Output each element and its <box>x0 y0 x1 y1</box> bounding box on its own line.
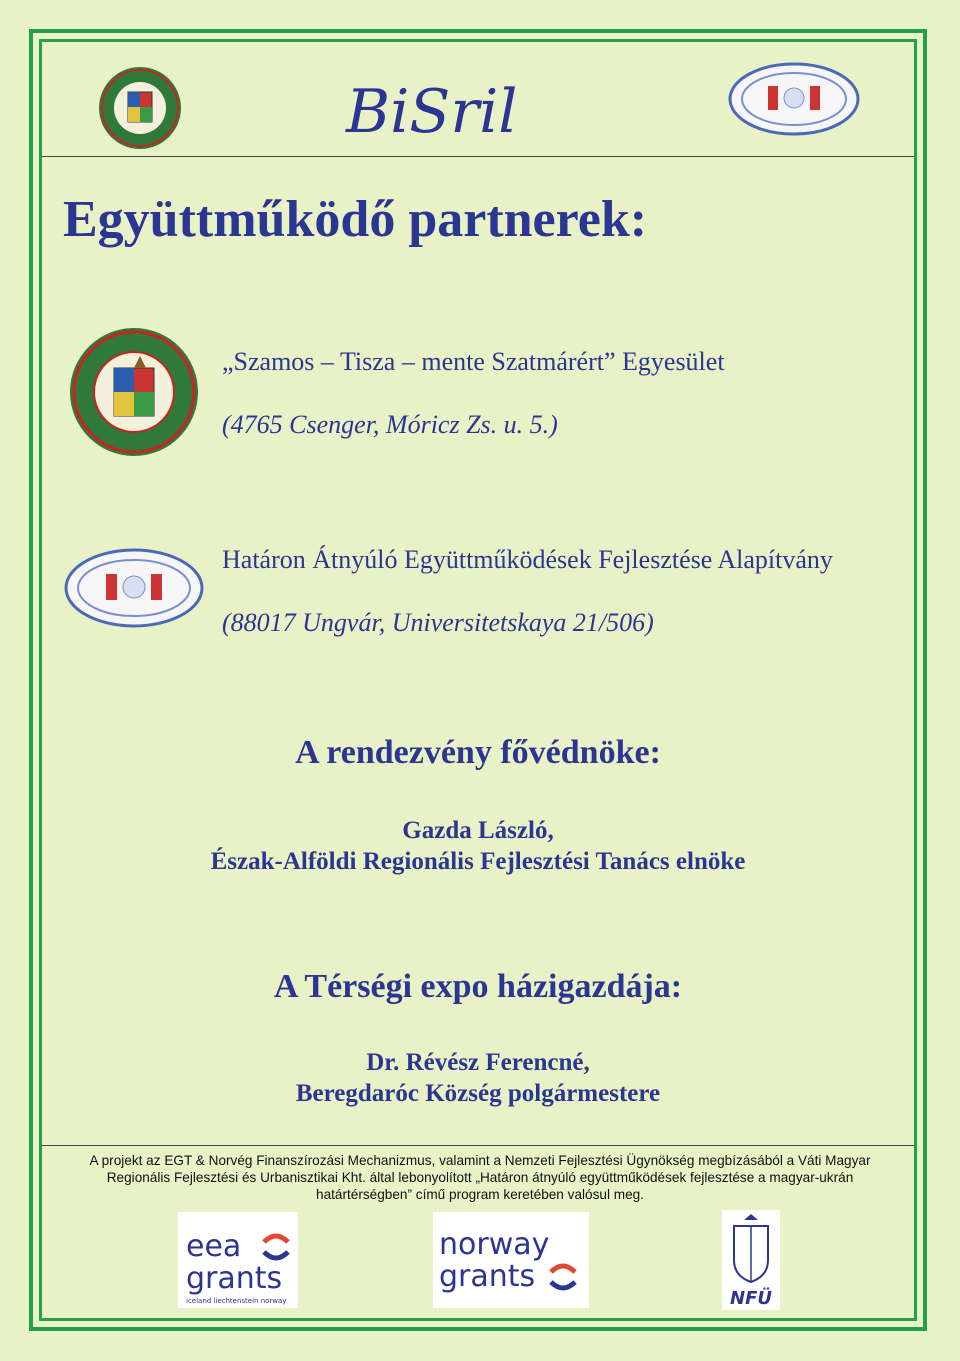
nfu-text: NFÜ <box>730 1288 772 1309</box>
funding-statement <box>48 1152 912 1203</box>
eea-caption: iceland liechtenstein norway <box>186 1297 287 1305</box>
funding-line-3: határtérségben” című program keretében valósul meg. <box>316 1187 644 1202</box>
host-title: A Térségi expo házigazdája: <box>273 968 683 1005</box>
patron-name: Gazda László, <box>402 817 554 844</box>
patron-title: A rendezvény fővédnöke: <box>295 734 661 771</box>
host-role: Beregdaróc Község polgármestere <box>295 1080 661 1107</box>
patron-role: Észak-Alföldi Regionális Fejlesztési Tanács elnöke <box>210 848 746 875</box>
host-name: Dr. Révész Ferencné, <box>366 1049 590 1076</box>
norway-text: norway <box>439 1227 550 1262</box>
partner-2-name: Határon Átnyúló Együttműködések Fejlesztése Alapítvány <box>222 545 833 574</box>
norway-grants-text: grants <box>439 1259 536 1294</box>
hatkof-seal <box>64 548 204 628</box>
funding-line-1: A projekt az EGT & Norvég Finanszírozási Mechanizmus, valamint a Nemzeti Fejlesztési Ügynökség megbízásából a Váti Magyar <box>89 1153 871 1168</box>
partner-1-address: (4765 Csenger, Móricz Zs. u. 5.) <box>222 410 558 439</box>
funding-line-2: Regionális Fejlesztési és Urbanisztikai Kht. által lebonyolított „Határon átnyúló együttműködések fejlesztése a magyar-ukrán <box>106 1170 854 1185</box>
hatkof-seal-small <box>728 62 860 136</box>
szatmarert-seal <box>68 326 200 458</box>
eea-text: eea <box>186 1229 242 1264</box>
partner-2-address: (88017 Ungvár, Universitetskaya 21/506) <box>222 608 654 637</box>
bisril-logo-text: BiSril <box>346 77 518 147</box>
header-divider <box>42 156 914 157</box>
szatmarert-seal-small <box>98 66 182 150</box>
page-title: Együttműködő partnerek: <box>63 191 648 248</box>
footer-divider <box>42 1145 914 1146</box>
partner-1-name: „Szamos – Tisza – mente Szatmárért” Egyesület <box>222 347 725 376</box>
norway-grants-logo <box>433 1212 589 1308</box>
nfu-logo <box>722 1210 780 1310</box>
bisril-logo <box>340 58 580 148</box>
eea-grants-text: grants <box>186 1261 283 1296</box>
eea-grants-logo <box>178 1212 298 1308</box>
